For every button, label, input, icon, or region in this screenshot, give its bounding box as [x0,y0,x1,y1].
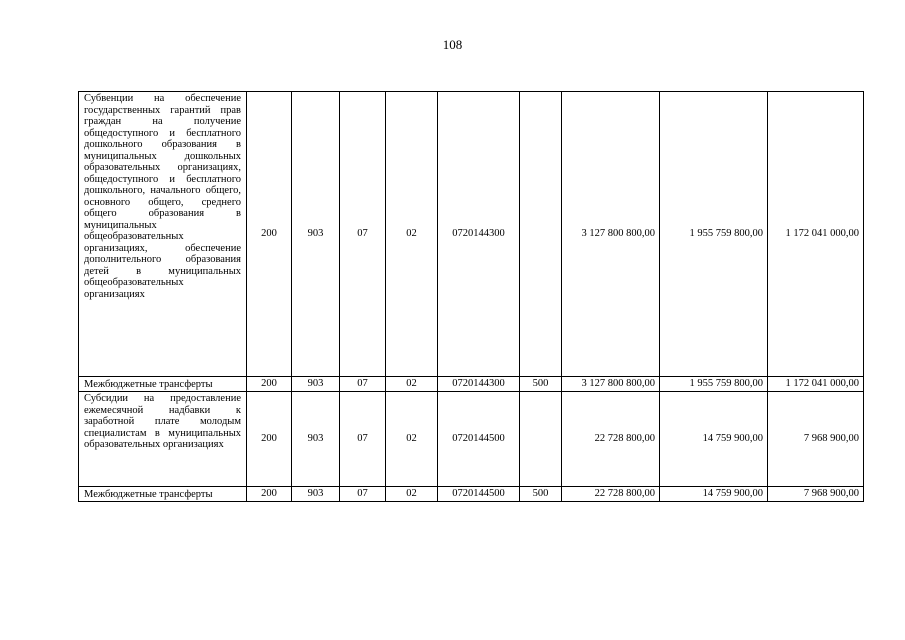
cell-c4: 02 [386,487,438,502]
cell-c1: 200 [247,92,292,377]
cell-c3: 07 [340,377,386,392]
budget-table [78,91,864,502]
cell-code: 0720144500 [438,392,520,487]
cell-v2: 14 759 900,00 [660,487,768,502]
cell-c3: 07 [340,92,386,377]
cell-c1: 200 [247,487,292,502]
cell-v3: 1 172 041 000,00 [768,377,864,392]
cell-type [520,392,562,487]
cell-v1: 22 728 800,00 [562,487,660,502]
cell-c2: 903 [292,392,340,487]
cell-c4: 02 [386,392,438,487]
cell-type [520,92,562,377]
row-name: Субсидии на предоставление ежемесячной надбавки к заработной плате молодым специалистам в муниципальных образовательных организациях [79,392,247,487]
table-row [79,487,864,502]
cell-type: 500 [520,487,562,502]
cell-c2: 903 [292,377,340,392]
cell-v2: 1 955 759 800,00 [660,377,768,392]
cell-c2: 903 [292,92,340,377]
cell-code: 0720144500 [438,487,520,502]
row-name: Межбюджетные трансферты [79,487,247,502]
cell-c4: 02 [386,92,438,377]
table-row [79,392,864,487]
cell-v3: 7 968 900,00 [768,487,864,502]
cell-v1: 3 127 800 800,00 [562,92,660,377]
cell-code: 0720144300 [438,92,520,377]
cell-c3: 07 [340,487,386,502]
cell-c1: 200 [247,392,292,487]
cell-code: 0720144300 [438,377,520,392]
cell-c1: 200 [247,377,292,392]
cell-v3: 7 968 900,00 [768,392,864,487]
table-row [79,92,864,377]
cell-v1: 3 127 800 800,00 [562,377,660,392]
cell-c2: 903 [292,487,340,502]
row-name: Субвенции на обеспечение государственных гарантий прав граждан на получение общедоступного и бесплатного дошкольного образования в муниципальных дошкольных образовательных организациях, общедоступного и бесплатного дошкольного, начального общего, основного общего, среднего общего образования в муниципальных общеобразовательных организациях, обеспечение дополнительного образования детей в муниципальных общеобразовательных организациях [79,92,247,377]
row-name: Межбюджетные трансферты [79,377,247,392]
page-number: 108 [442,37,463,52]
cell-type: 500 [520,377,562,392]
cell-c3: 07 [340,392,386,487]
cell-c4: 02 [386,377,438,392]
table-row [79,377,864,392]
cell-v2: 1 955 759 800,00 [660,92,768,377]
cell-v3: 1 172 041 000,00 [768,92,864,377]
cell-v2: 14 759 900,00 [660,392,768,487]
cell-v1: 22 728 800,00 [562,392,660,487]
